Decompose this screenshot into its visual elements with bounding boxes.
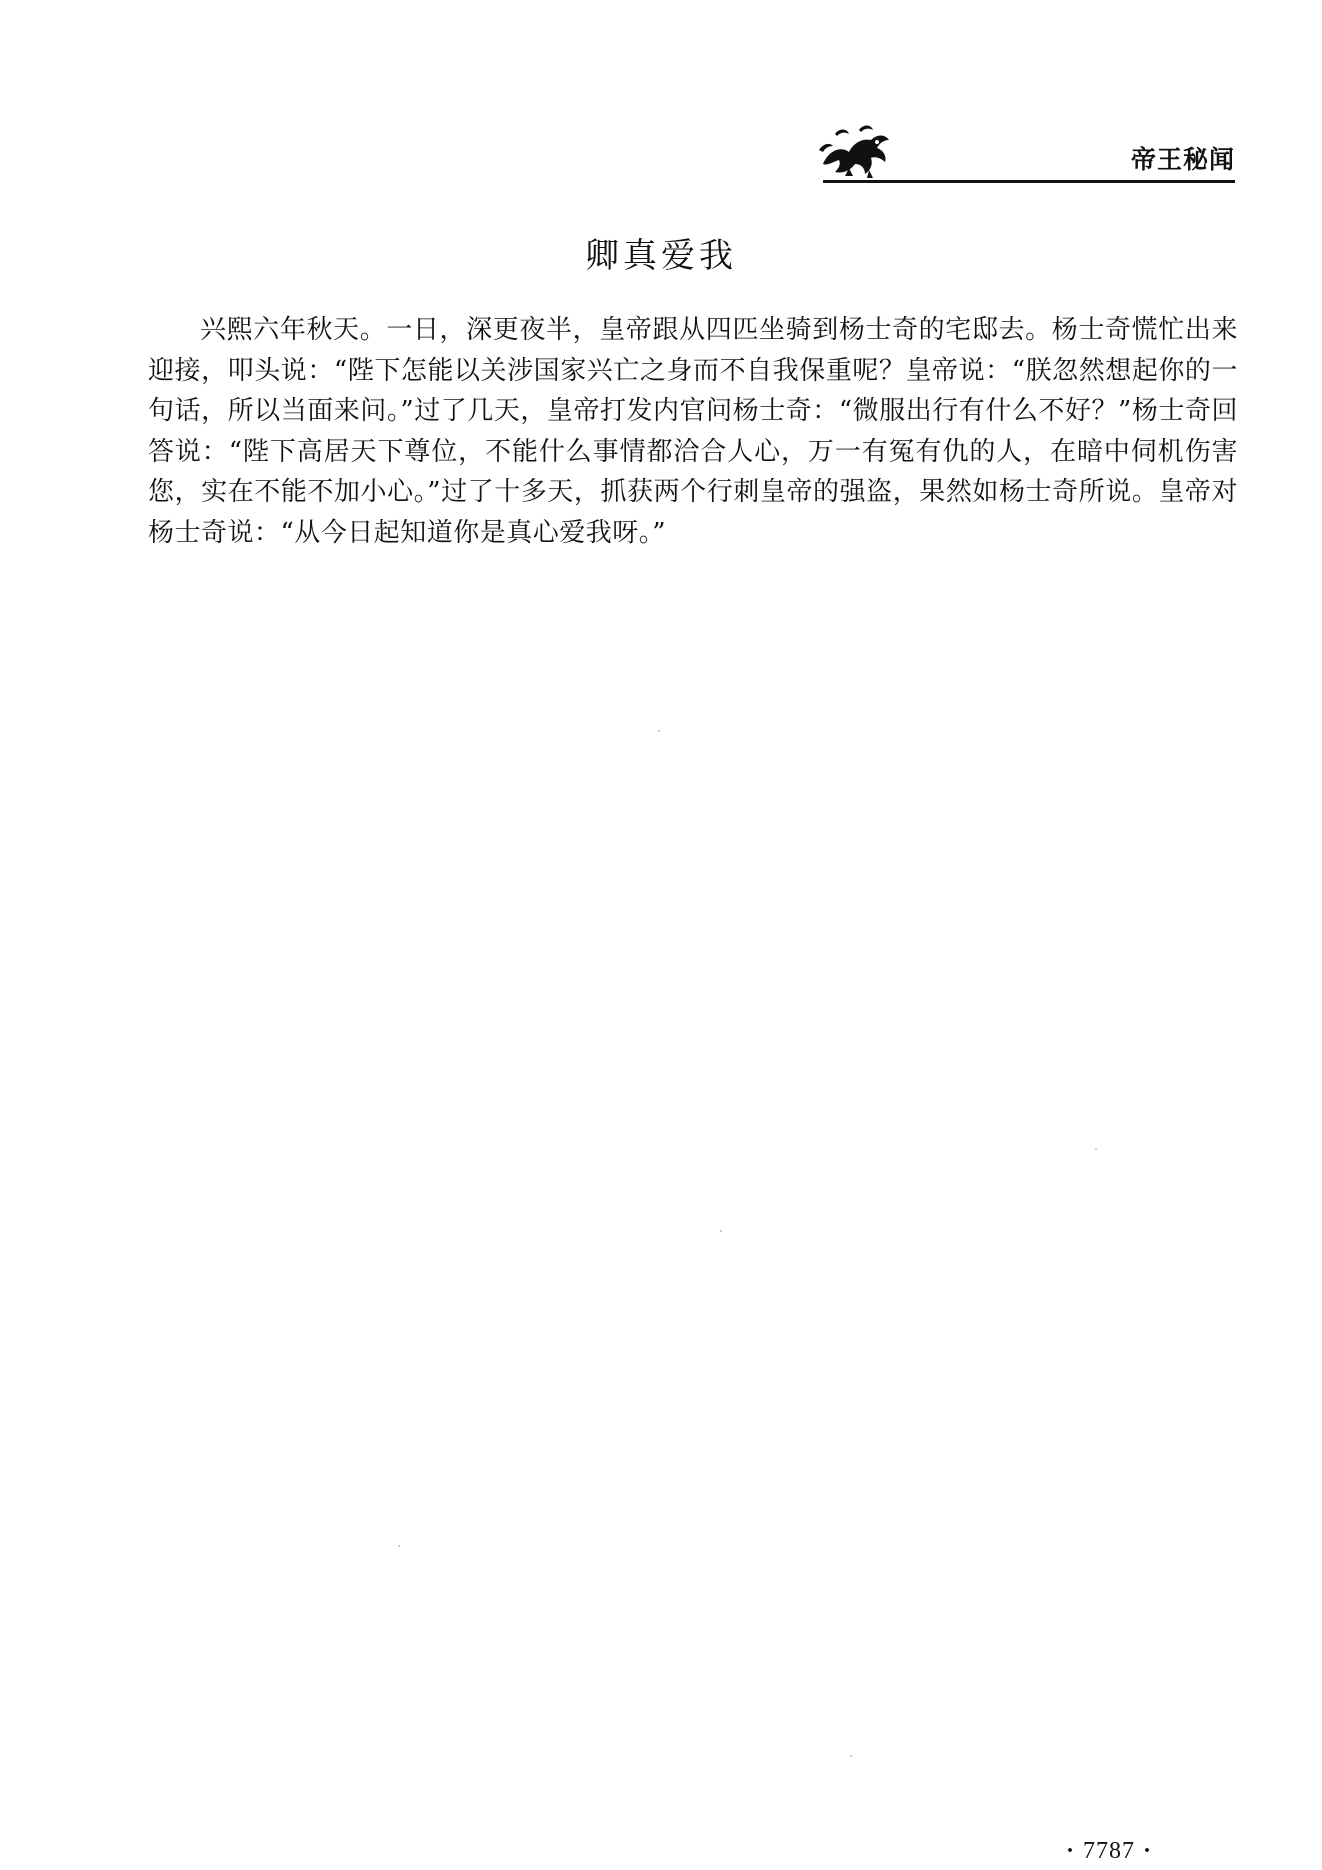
running-header xyxy=(815,110,1235,185)
scan-speck xyxy=(850,1755,852,1757)
page-number-dot-left: · xyxy=(1066,1838,1076,1864)
dragon-icon xyxy=(815,120,893,180)
scan-speck xyxy=(658,730,660,732)
article-title: 卿真爱我 xyxy=(585,236,737,276)
scan-speck xyxy=(398,1545,400,1547)
section-title: 帝王秘闻 xyxy=(1130,145,1235,174)
scan-speck xyxy=(720,1230,722,1232)
scan-speck xyxy=(1095,1148,1097,1150)
article-body xyxy=(148,310,1238,553)
page-number xyxy=(1058,1838,1160,1865)
article-paragraph: 兴熙六年秋天。一日，深更夜半，皇帝跟从四匹坐骑到杨士奇的宅邸去。杨士奇慌忙出来迎接，叩头说：“陛下怎能以关涉国家兴亡之身而不自我保重呢？皇帝说：“朕忽然想起你的一句话，所以当面来问。”过了几天，皇帝打发内官问杨士奇：“微服出行有什么不好？”杨士奇回答说：“陛下高居天下尊位，不能什么事情都洽合人心，万一有冤有仇的人，在暗中伺机伤害您，实在不能不加小心。”过了十多天，抓获两个行刺皇帝的强盗，果然如杨士奇所说。皇帝对杨士奇说：“从今日起知道你是真心爱我呀。” xyxy=(148,315,1238,548)
header-rule xyxy=(823,180,1235,183)
page-number-value: 7787 xyxy=(1083,1838,1136,1864)
page-number-dot-right: · xyxy=(1143,1838,1153,1864)
